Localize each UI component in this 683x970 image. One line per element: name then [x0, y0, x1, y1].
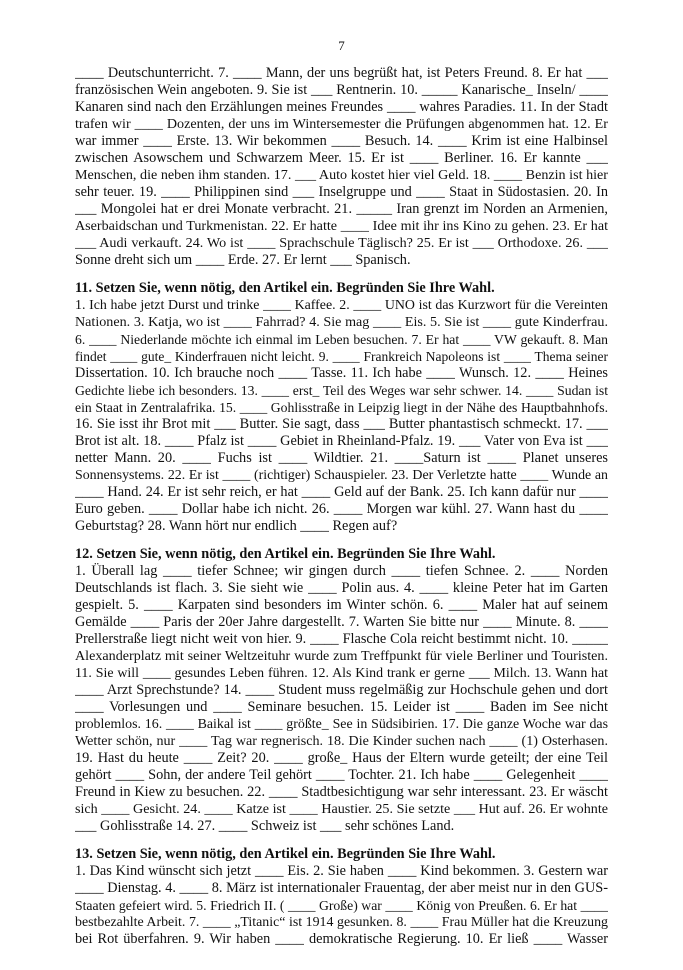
text-line: sehr teuer. 19. ____ Philippinen sind ___ Inselgruppe und ____ Staat in Südostasien. 20. In — [75, 184, 608, 200]
text-line: ____ Hand. 24. Er ist sehr reich, er hat ____ Geld auf der Bank. 25. Ich kann dafür nur ____ — [75, 484, 608, 500]
exercise-heading: 13. Setzen Sie, wenn nötig, den Artikel ein. Begründen Sie Ihre Wahl. — [75, 846, 496, 862]
text-line: bestbezahlte Arbeit. 7. ____ „Titanic“ ist 1914 gesunken. 8. ____ Frau Müller hat die Kreuzung — [75, 915, 608, 930]
text-line: Geburtstag? 28. Wann hört nur endlich ____ Regen auf? — [75, 518, 398, 534]
text-line: ____ Arzt Sprechstunde? 14. ____ Student muss regelmäßig zur Hochschule gehen und dort — [75, 682, 608, 698]
text-line: Dissertation. 10. Ich brauche noch ____ Tasse. 11. Ich habe ____ Wunsch. 12. ____ Heines — [75, 365, 608, 381]
text-line: ____ Dienstag. 4. ____ 8. März ist internationaler Frauentag, der aber meist nur in den GUS- — [75, 880, 608, 896]
text-line: zwischen Asowschem und Schwarzem Meer. 15. Er ist ____ Berliner. 16. Er kannte ___ — [75, 150, 608, 166]
exercise-heading: 12. Setzen Sie, wenn nötig, den Artikel ein. Begründen Sie Ihre Wahl. — [75, 546, 496, 562]
text-line: Freund in Kiew zu besuchen. 22. ____ Stadtbesichtigung war sehr interessant. 23. Er wäscht — [75, 784, 608, 800]
text-line: ____ Vorlesungen und ____ Seminare besuchen. 15. Leider ist ____ Baden im See nicht — [75, 699, 608, 715]
text-line: 19. Hast du heute ____ Zeit? 20. ____ große_ Haus der Eltern wurde geteilt; der eine Teil — [75, 750, 608, 766]
text-line: Menschen, die neben ihm standen. 17. ___ Auto kostet hier viel Geld. 18. ____ Benzin ist hier — [75, 167, 608, 183]
text-line: Brot ist alt. 18. ____ Pfalz ist ____ Gebiet in Rheinland-Pfalz. 19. ___ Vater von Eva ist ___ — [75, 433, 608, 449]
exercise-heading: 11. Setzen Sie, wenn nötig, den Artikel ein. Begründen Sie Ihre Wahl. — [75, 280, 495, 296]
text-line: 6. ____ Niederlande möchte ich einmal im Leben besuchen. 7. Er hat ____ VW gekauft. 8. Man — [75, 332, 608, 347]
text-line: Alexanderplatz mit seiner Weltzeituhr wurde zum Treffpunkt für viele Berliner und Touristen. — [75, 648, 608, 664]
text-line: Staaten gefeiert wird. 5. Friedrich II. ( ____ Große) war ____ König von Preußen. 6. Er hat ____ — [75, 898, 608, 913]
text-line: ___ Gohlisstraße 14. 27. ____ Schweiz ist ___ sehr schönes Land. — [75, 818, 455, 834]
text-line: netter Mann. 20. ____ Fuchs ist ____ Wildtier. 21. ____Saturn ist ____ Planet unseres — [75, 450, 608, 466]
text-line: Prellerstraße liegt nicht weit von hier. 9. ____ Flasche Cola reicht bestimmt nicht. 10. _____ — [75, 631, 608, 647]
text-line: problemlos. 16. ____ Baikal ist ____ größte_ See in Südsibirien. 17. Die ganze Woche war das — [75, 717, 608, 732]
text-line: Gemälde ____ Paris der 20er Jahre dargestellt. 7. Warten Sie bitte nur ____ Minute. 8. ____ — [75, 614, 608, 630]
text-line: 11. Sie will ____ gesundes Leben führen. 12. Als Kind trank er gerne ___ Milch. 13. Wann hat — [75, 666, 608, 681]
text-line: Kanaren sind nach den Erzählungen meines Freundes ____ wahres Paradies. 11. In der Stadt — [75, 99, 608, 115]
text-line: ___ Audi verkauft. 24. Wo ist ____ Sprachschule Täglisch? 25. Er ist ___ Orthodoxe. 26. ___ — [75, 235, 608, 251]
text-line: Nationen. 3. Katja, wo ist ____ Fahrrad? 4. Sie mag ____ Eis. 5. Sie ist ____ gute Kinderfrau. — [75, 314, 608, 330]
text-line: ___ Mongolei hat er drei Monate verbracht. 21. _____ Iran grenzt im Norden an Armenien, — [75, 201, 608, 217]
page-number: 7 — [338, 38, 345, 53]
text-line: 1. Ich habe jetzt Durst und trinke ____ Kaffee. 2. ____ UNO ist das Kurzwort für die Vereinten — [75, 298, 608, 313]
text-line: gehört ____ Sohn, der andere Teil gehört ____ Tochter. 21. Ich habe ____ Gelegenheit ____ — [75, 767, 608, 783]
text-line: 1. Das Kind wünscht sich jetzt ____ Eis. 2. Sie haben ____ Kind bekommen. 3. Gestern war — [75, 863, 608, 879]
text-line: 16. Sie isst ihr Brot mit ___ Butter. Sie sagt, dass ___ Butter phantastisch schmeckt. 17. ___ — [75, 416, 608, 432]
text-line: Sonnensystems. 22. Er ist ____ (richtiger) Schauspieler. 23. Der Verletzte hatte ____ Wunde an — [75, 468, 608, 483]
text-line: 1. Überall lag ____ tiefer Schnee; wir gingen durch ____ tiefen Schnee. 2. ____ Norden — [75, 563, 608, 579]
text-line: Deutschlands ist flach. 3. Sie sieht wie ____ Polin aus. 4. ____ kleine Peter hat im Garten — [75, 580, 608, 596]
text-line: bei Rot überfahren. 9. Wir haben ____ demokratische Regierung. 10. Er ließ ____ Wasser — [75, 931, 608, 947]
text-line: sich ____ Gesicht. 24. ____ Katze ist ____ Haustier. 25. Sie setzte ___ Hut auf. 26. Er wohnte — [75, 801, 608, 817]
text-line: Wetter schön, nur ____ Tag war regnerisch. 18. Die Kinder suchen nach ____ (1) Osterhasen. — [75, 733, 608, 749]
text-line: Euro geben. ____ Dollar habe ich nicht. 26. ____ Morgen war kühl. 27. Wann hast du ____ — [75, 501, 608, 517]
text-line: gespielt. 5. ____ Karpaten sind besonders im Winter schön. 6. ____ Maler hat auf seinem — [75, 597, 608, 613]
text-line: Aserbaidschan und Turkmenistan. 22. Er hatte ____ Idee mit ihr ins Kino zu gehen. 23. Er hat — [75, 218, 608, 234]
text-line: Sonne dreht sich um ____ Erde. 27. Er lernt ___ Spanisch. — [75, 252, 411, 268]
text-line: französischen Wein angeboten. 9. Sie ist ___ Rentnerin. 10. _____ Kanarische_ Inseln/ ____ — [75, 82, 608, 98]
text-line: ____ Deutschunterricht. 7. ____ Mann, der uns begrüßt hat, ist Peters Freund. 8. Er hat ___ — [75, 65, 608, 81]
text-line: war immer ____ Erste. 13. Wir bekommen ____ Besuch. 14. ____ Krim ist eine Halbinsel — [75, 133, 608, 149]
text-line: trafen wir ____ Dozenten, der uns im Wintersemester die Prüfungen abgenommen hat. 12. Er — [75, 116, 608, 132]
text-line: ein Staat in Zentralafrika. 15. ____ Gohlisstraße in Leipzig liegt in der Nähe des Hauptbahnhofs. — [75, 400, 608, 415]
text-line: Gedichte liebe ich besonders. 13. ____ erst_ Teil des Weges war sehr schwer. 14. ____ Sudan ist — [75, 383, 608, 398]
text-line: findet ____ gute_ Kinderfrauen nicht leicht. 9. ____ Frankreich Napoleons ist ____ Thema seiner — [75, 349, 608, 364]
